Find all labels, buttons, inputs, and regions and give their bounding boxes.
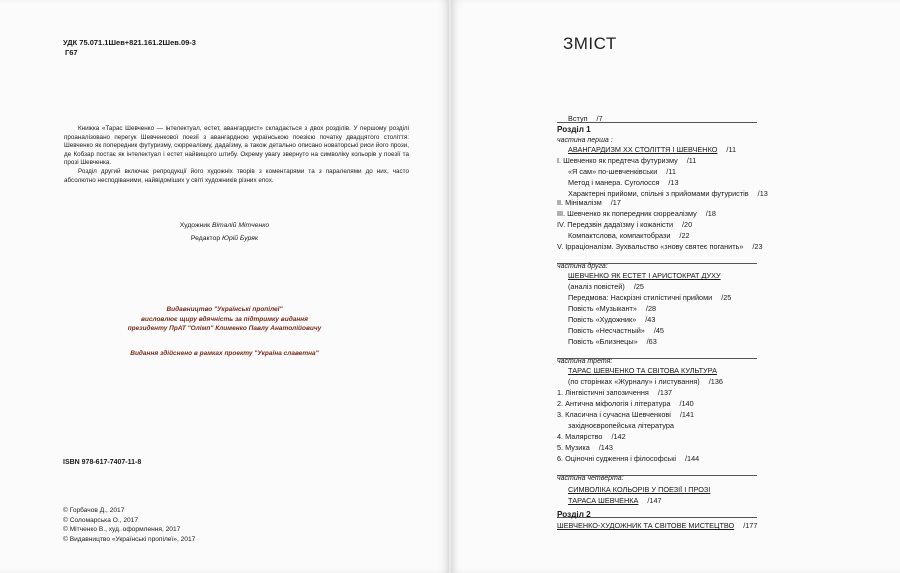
toc-entry-title: 3. Класична і сучасна Шевченкові [557,410,671,419]
toc-entry-title: Компактслова, компактобрази [568,231,671,240]
contents-title: ЗМІСТ [563,34,617,53]
toc-page-number: /136 [708,377,723,386]
toc-entry [557,410,694,419]
toc-page-number: /141 [679,410,695,419]
toc-entry [557,242,763,251]
toc-page-number: /63 [646,337,657,346]
toc-entry [568,293,731,302]
artist-name: Віталій Мітченко [211,222,270,229]
toc-entry [568,167,676,176]
toc-entry [557,443,613,452]
toc-part-label [557,357,621,366]
toc-entry-title: І. Шевченко як предтеча футуризму [557,156,678,165]
toc-page-number: /11 [726,145,737,154]
toc-entry [557,388,672,397]
toc-entry-title: 6. Оціночні судження і філософські [557,454,677,463]
toc-entry-title: АВАНГАРДИЗМ ХХ СТОЛІТТЯ І ШЕВЧЕНКО [568,145,718,154]
toc-page-number: /43 [645,315,656,324]
toc-page-number: /11 [686,156,697,165]
toc-entry [557,432,626,441]
toc-entry-title: Повість «Близнецы» [568,337,638,346]
toc-entry [568,315,655,324]
toc-entry-title: частина друга: [557,263,608,270]
toc-entry-title: IV. Передзвін дадаїзму і кожаністи [557,220,674,229]
toc-entry-title: західноєвропейська література [568,421,674,430]
editor-credit [0,235,449,242]
toc-entry [568,304,656,313]
toc-entry-title: «Я сам» по-шевченківськи [568,167,658,176]
toc-page-number: /7 [596,114,603,123]
artist-role: Художник [179,222,211,229]
toc-entry-title: Розділ 2 [557,510,591,519]
toc-page-number: /23 [752,242,763,251]
toc-entry [557,454,699,463]
toc-entry-title: Повість «Несчастный» [568,326,645,335]
toc-page-number: /13 [668,178,679,187]
toc-page-number: /28 [645,304,657,313]
right-page [451,0,900,573]
toc-page-number: /25 [721,293,732,302]
toc-entry-title: ТАРАСА ШЕВЧЕНКА [568,496,639,505]
toc-entry-title: Характерні прийоми, спільні з прийомами футуристів [568,189,749,198]
toc-page-number: /137 [657,388,673,397]
toc-entry-title: ШЕВЧЕНКО-ХУДОЖНИК ТА СВІТОВЕ МИСТЕЦТВО [557,521,735,530]
toc-part-label [557,474,633,483]
toc-entry-title: V. Ірраціоналізм. Зухвальство «знову святеє поганить» [557,242,744,251]
toc-entry-title: СИМВОЛІКА КОЛЬОРІВ У ПОЕЗІЇ І ПРОЗІ [568,485,711,494]
toc-entry [557,156,696,165]
toc-entry [568,271,730,280]
copyright-line: © Мітченко В., худ. оформлення, 2017 [63,526,181,534]
toc-entry-title: Повість «Музыкант» [568,304,637,313]
toc-part-label [557,136,622,145]
toc-page-number: /140 [679,399,694,408]
toc-page-number: /45 [653,326,664,335]
copyright-line: © Видавництво «Українські пропілеї», 2017 [63,535,196,543]
toc-entry [557,198,621,207]
toc-entry [568,337,657,346]
toc-page-number: /18 [705,209,716,218]
toc-entry [557,521,757,530]
toc-entry [557,399,694,408]
isbn: ISBN 978-617-7407-11-8 [63,459,142,466]
toc-entry-title: Метод і манера. Суголосся [568,178,660,187]
toc-page-number: /17 [610,198,621,207]
toc-page-number: /11 [666,167,676,176]
toc-page-number: /147 [647,496,662,505]
toc-entry-title: Вступ [568,114,588,123]
copyright-line: © Горбачов Д., 2017 [63,507,125,514]
toc-entry-title: частина третя: [557,358,613,365]
toc-entry [568,485,719,494]
toc-entry [568,282,644,291]
toc-entry-title: (по сторінках «Журналу» і листування) [568,377,700,386]
project-note: Видання здійснено в рамках проекту "Україна славетна" [130,350,319,357]
publisher-thanks-line: президенту ПрАТ "Олімп" Клименко Павлу Анатолійовичу [127,325,322,332]
toc-entry-title: 4. Малярство [557,432,603,441]
copyright-block [63,506,195,544]
left-page [0,0,449,573]
artist-credit [0,222,449,229]
table-of-contents [451,0,900,573]
copyright-line: © Соломарська О., 2017 [63,516,138,524]
toc-entry-title: Передмова: Наскрізні стилістичні прийоми [568,293,713,302]
toc-page-number: /22 [679,231,690,240]
toc-entry-title: Розділ 1 [557,125,591,134]
udk-line: УДК 75.071.1Шев+821.161.2Шев.09-3 [63,38,196,47]
toc-entry [568,377,723,386]
annotation-paragraph-2: Розділ другий включає репродукції його художніх творів з коментарями та з паралелями до них, часто абсолютно несподіваними, найвідоміших у світі художників різних епох. [64,167,409,184]
udk-code [63,38,196,58]
toc-entry-title: частина перша : [557,137,613,144]
toc-section-heading [557,125,600,134]
toc-entry-title: III. Шевченко як попередник сюрреалізму [557,209,697,218]
publisher-thanks-line: висловлює щиру вдячність за підтримку видання [140,315,309,323]
toc-entry-title: 2. Антична міфологія і література [557,399,671,408]
toc-section-heading [557,510,600,519]
book-annotation [64,125,409,185]
editor-role: Редактор [190,235,221,242]
publisher-thanks [0,305,449,334]
toc-entry-title: (аналіз повістей) [568,282,625,291]
toc-entry [557,220,692,229]
toc-part-label [557,262,617,271]
toc-entry-title: ТАРАС ШЕВЧЕНКО ТА СВІТОВА КУЛЬТУРА [568,366,717,375]
editor-name: Юрій Буряк [222,235,259,242]
toc-entry-title: Повість «Художник» [568,315,637,324]
toc-page-number: /144 [685,454,700,463]
toc-entry [568,231,690,240]
toc-entry [568,326,664,335]
bbk-line: Г67 [65,48,78,57]
toc-entry-title: 5. Музика [557,443,590,452]
toc-entry [568,145,736,154]
toc-entry-title: 1. Лінгвістичні запозичення [557,388,649,397]
toc-entry [568,496,662,505]
toc-page-number: /177 [743,521,758,530]
toc-entry [557,209,716,218]
toc-entry-title: II. Мінімалізм [557,198,602,207]
toc-entry [568,421,683,430]
toc-entry [568,189,768,198]
annotation-paragraph-1: Книжка «Тарас Шевченко — інтелектуал, естет, авангардист» складається з двох розділів. У першому розділі проаналізовано перегук Шевченкової поезії з авангардною українською поезією початку двадцятого століття: Шевченко як попередник футуризму, сюрреалізму, дадаїзму, а також детально описано новаторські риси його прози, де Кобзар постає як інтелектуал і естет найвищого штибу. Окрему увагу звернуто на символіку кольорів у поезії та прозі Шевченка. [64,125,409,167]
toc-entry-title: частина четверта: [557,475,624,482]
toc-entry [568,178,679,187]
toc-entry-title: ШЕВЧЕНКО ЯК ЕСТЕТ І АРИСТОКРАТ ДУХУ [568,271,721,280]
toc-entry [568,114,603,123]
toc-page-number: /143 [598,443,613,452]
toc-page-number: /142 [611,432,626,441]
toc-page-number: /13 [757,189,768,198]
toc-page-number: /25 [633,282,644,291]
publisher-thanks-line: Видавництво "Українські пропілеї" [166,306,283,313]
toc-page-number: /20 [682,220,693,229]
toc-entry [568,366,726,375]
